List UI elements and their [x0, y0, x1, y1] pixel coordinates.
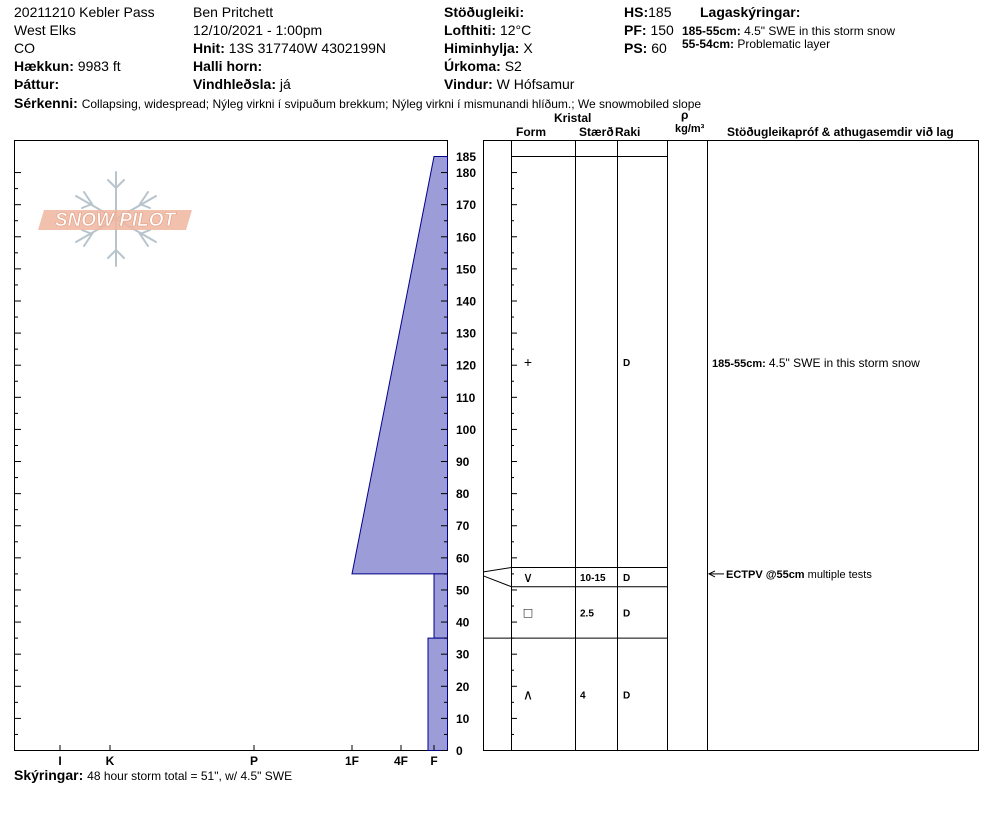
precip-label: Úrkoma: — [444, 58, 501, 74]
depth-label-90: 90 — [456, 455, 470, 470]
observer: Ben Pritchett — [193, 4, 274, 20]
elevation-label: Hækkun: — [14, 58, 74, 74]
depth-label-70: 70 — [456, 519, 470, 534]
depth-label-40: 40 — [456, 615, 470, 630]
hardness-bar-0 — [352, 157, 448, 574]
depth-label-140: 140 — [456, 294, 477, 309]
elevation-value: 9983 ft — [77, 58, 121, 74]
comments-header: Stöðugleikapróf & athugasemdir við lag — [727, 125, 954, 139]
depth-label-0: 0 — [456, 744, 463, 758]
test-note-0: multiple tests — [807, 568, 872, 581]
hardness-bar-2 — [428, 638, 448, 750]
depth-label-110: 110 — [456, 390, 476, 405]
coords-label: Hnit: — [193, 40, 225, 56]
test-name-0: ECTPV @55cm — [726, 568, 808, 581]
footer-notes — [14, 767, 292, 783]
pf-value: 150 — [650, 22, 674, 38]
layer-size-3: 4 — [580, 690, 586, 702]
precip-value: S2 — [504, 58, 522, 74]
x-tick-label-K: K — [105, 754, 115, 768]
site-name: 20211210 Kebler Pass — [14, 4, 155, 20]
slope-label: Halli horn: — [193, 58, 263, 74]
layer-note-2-range: 55-54cm: — [682, 37, 735, 51]
sky-value: X — [523, 40, 533, 56]
layer-table — [484, 141, 979, 751]
footer-text: 48 hour storm total = 51", w/ 4.5" SWE — [87, 769, 293, 783]
layer-form-0: + — [523, 353, 533, 370]
size-header: Stærð — [579, 125, 614, 139]
layer-notes-title: Lagaskýringar: — [700, 4, 801, 20]
x-tick-label-P: P — [249, 754, 259, 768]
depth-label-20: 20 — [456, 679, 470, 694]
depth-label-80: 80 — [456, 487, 470, 502]
depth-label-100: 100 — [456, 422, 477, 437]
form-header: Form — [516, 125, 546, 139]
footer-label: Skýringar: — [14, 767, 84, 783]
layer-note-1-text: 4.5" SWE in this storm snow — [744, 24, 896, 38]
wind-loading-value: já — [279, 76, 291, 92]
stability-label: Stöðugleiki: — [444, 4, 525, 20]
aspect-label: Þáttur: — [14, 76, 60, 92]
x-tick-label-I: I — [58, 754, 62, 768]
ps-label: PS: — [624, 40, 648, 56]
airtemp-label: Lofthiti: — [444, 22, 497, 38]
depth-label-120: 120 — [456, 358, 477, 373]
sky-label: Himinhylja: — [444, 40, 520, 56]
x-tick-label-1F: 1F — [344, 754, 360, 768]
wind-label: Vindur: — [444, 76, 493, 92]
airtemp-value: 12°C — [499, 22, 532, 38]
layer-moisture-2: D — [623, 608, 631, 620]
depth-label-130: 130 — [456, 326, 477, 341]
layer-form-2: □ — [523, 604, 533, 621]
range-name: West Elks — [14, 22, 76, 38]
layer-form-3: ∧ — [522, 686, 534, 703]
layer-comment-0 — [712, 356, 920, 370]
hs-label: HS: — [624, 4, 649, 20]
datetime: 12/10/2021 - 1:00pm — [193, 22, 323, 38]
layer-moisture-1: D — [623, 573, 631, 585]
layer-note-2-text: Problematic layer — [737, 37, 831, 51]
depth-label-60: 60 — [456, 551, 470, 566]
hs-value: 185 — [648, 4, 672, 20]
depth-label-160: 160 — [456, 230, 477, 245]
x-tick-label-F: F — [430, 754, 438, 768]
coords-value: 13S 317740W 4302199N — [228, 40, 387, 56]
wind-loading-label: Vindhleðsla: — [193, 76, 276, 92]
wind-value: W Hófsamur — [496, 76, 575, 92]
features-label: Sérkenni: — [14, 95, 78, 111]
layer-comment-text-0: 4.5" SWE in this storm snow — [768, 355, 920, 370]
density-unit-header: kg/m³ — [675, 123, 705, 135]
layer-moisture-3: D — [623, 690, 631, 702]
depth-label-170: 170 — [456, 198, 477, 213]
depth-label-50: 50 — [456, 583, 470, 598]
depth-label-30: 30 — [456, 647, 470, 662]
layer-size-2: 2.5 — [580, 608, 594, 620]
features-value: Collapsing, widespread; Nýleg virkni í svipuðum brekkum; Nýleg virkni í mismunandi hlíðum.; We snowmobiled slope — [81, 97, 702, 111]
connector-bottom — [484, 576, 512, 587]
snowpilot-logo — [38, 172, 192, 266]
x-tick-label-4F: 4F — [393, 754, 409, 768]
layer-comment-range-0: 185-55cm: — [712, 357, 769, 370]
kristal-header: Kristal — [554, 111, 592, 125]
rho-header: ρ — [681, 108, 689, 122]
depth-label-10: 10 — [456, 711, 470, 726]
layer-size-1: 10-15 — [580, 573, 606, 585]
depth-label-180: 180 — [456, 166, 477, 181]
moisture-header: Raki — [615, 125, 641, 139]
connector-top — [484, 567, 512, 571]
pf-label: PF: — [624, 22, 647, 38]
ps-value: 60 — [651, 40, 667, 56]
depth-label-185: 185 — [456, 150, 477, 164]
layer-note-1-range: 185-55cm: — [682, 24, 741, 38]
layer-moisture-0: D — [623, 357, 631, 369]
test-label-0 — [726, 569, 872, 581]
layer-form-1: ∨ — [522, 569, 534, 586]
depth-label-150: 150 — [456, 262, 477, 277]
logo-text: SNOW PILOT — [54, 210, 176, 231]
state: CO — [14, 40, 35, 56]
